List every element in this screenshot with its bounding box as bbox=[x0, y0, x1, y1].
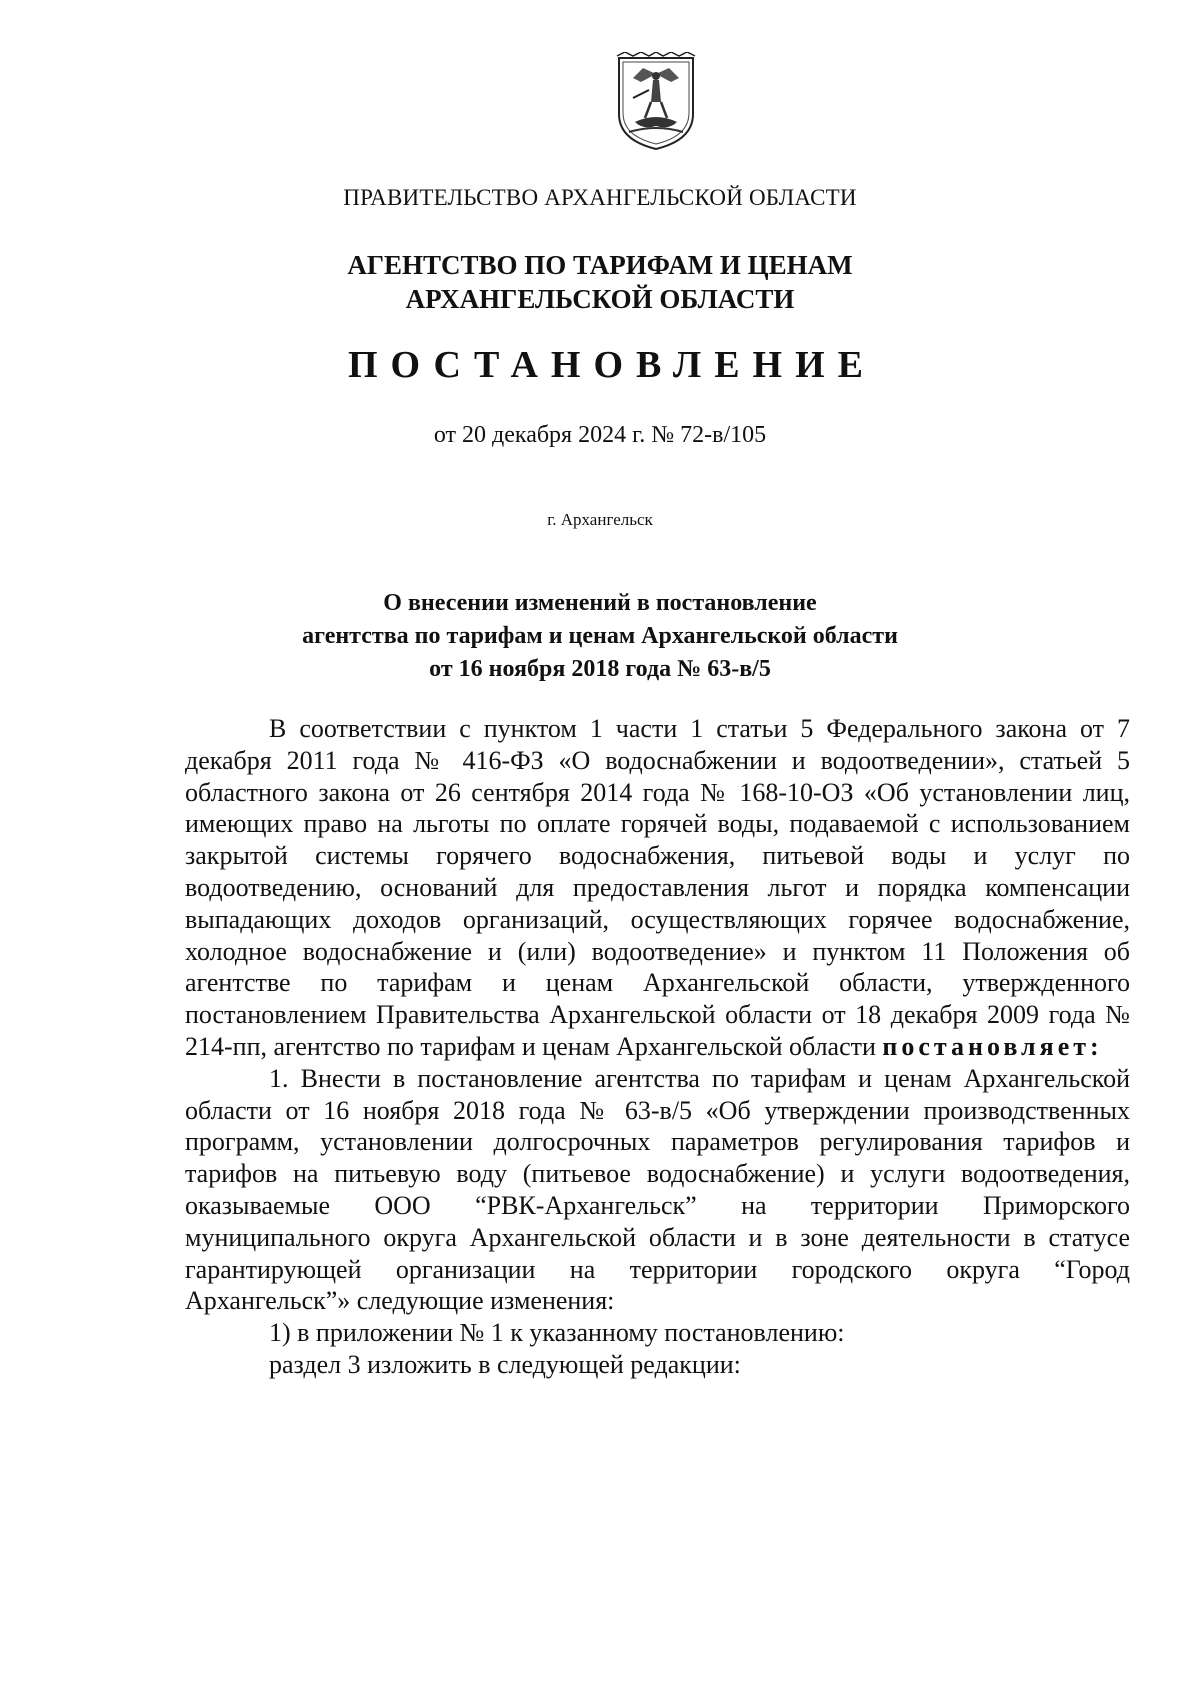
document-subject bbox=[0, 587, 1200, 686]
decree-word: постановляет: bbox=[882, 1031, 1103, 1061]
document-date-number: от 20 декабря 2024 г. № 72-в/105 bbox=[433, 422, 767, 448]
government-name: ПРАВИТЕЛЬСТВО АРХАНГЕЛЬСКОЙ ОБЛАСТИ bbox=[343, 185, 857, 210]
subitem-1-paragraph: 1) в приложении № 1 к указанному постановлению: bbox=[269, 1318, 845, 1348]
preamble-text: В соответствии с пунктом 1 части 1 статьи 5 Федерального закона от 7 декабря 2011 года № 416-ФЗ «О водоснабжении и водоотведении», статьей 5 областного закона от 26 сентября 2014 года № 168-10-ОЗ «Об установлении лиц, имеющих право на льготы по оплате горячей воды, подаваемой с использованием закрытой системы горячего водоснабжения, питьевой воды и услуг по водоотведению, оснований для предоставления льгот и порядка компенсации выпадающих доходов организаций, осуществляющих горячее водоснабжение, холодное водоснабжение и (или) водоотведение» и пунктом 11 Положения об агентстве по тарифам и ценам Архангельской области, утвержденного постановлением Правительства Архангельской области от 18 декабря 2009 года № 214-пп, агентство по тарифам и ценам Архангельской области bbox=[185, 714, 1130, 1061]
document-body bbox=[185, 713, 1130, 1381]
item-1-paragraph: 1. Внести в постановление агентства по тарифам и ценам Архангельской области от 16 ноября 2018 года № 63-в/5 «Об утверждении производственных программ, установлении долгосрочных параметров регулирования тарифов и тарифов на питьевую воду (питьевое водоснабжение) и услуги водоотведения, оказываемые ООО “РВК-Архангельск” на территории Приморского муниципального округа Архангельской области и в зоне деятельности в статусе гарантирующей организации на территории городского округа “Город Архангельск”» следующие изменения: bbox=[185, 1063, 1130, 1316]
subject-line-1: О внесении изменений в постановление bbox=[383, 590, 817, 616]
subject-line-3: от 16 ноября 2018 года № 63-в/5 bbox=[429, 656, 771, 682]
subject-line-2: агентства по тарифам и ценам Архангельской области bbox=[302, 623, 898, 649]
section-3-paragraph: раздел 3 изложить в следующей редакции: bbox=[269, 1349, 741, 1379]
coat-of-arms-emblem bbox=[613, 52, 699, 152]
preamble-paragraph bbox=[185, 713, 1130, 1063]
agency-name bbox=[0, 248, 1200, 316]
document-type-title: ПОСТАНОВЛЕНИЕ bbox=[347, 344, 877, 386]
agency-name-line-1: АГЕНТСТВО ПО ТАРИФАМ И ЦЕНАМ bbox=[347, 250, 853, 280]
document-city: г. Архангельск bbox=[547, 510, 653, 529]
agency-name-line-2: АРХАНГЕЛЬСКОЙ ОБЛАСТИ bbox=[405, 284, 795, 314]
